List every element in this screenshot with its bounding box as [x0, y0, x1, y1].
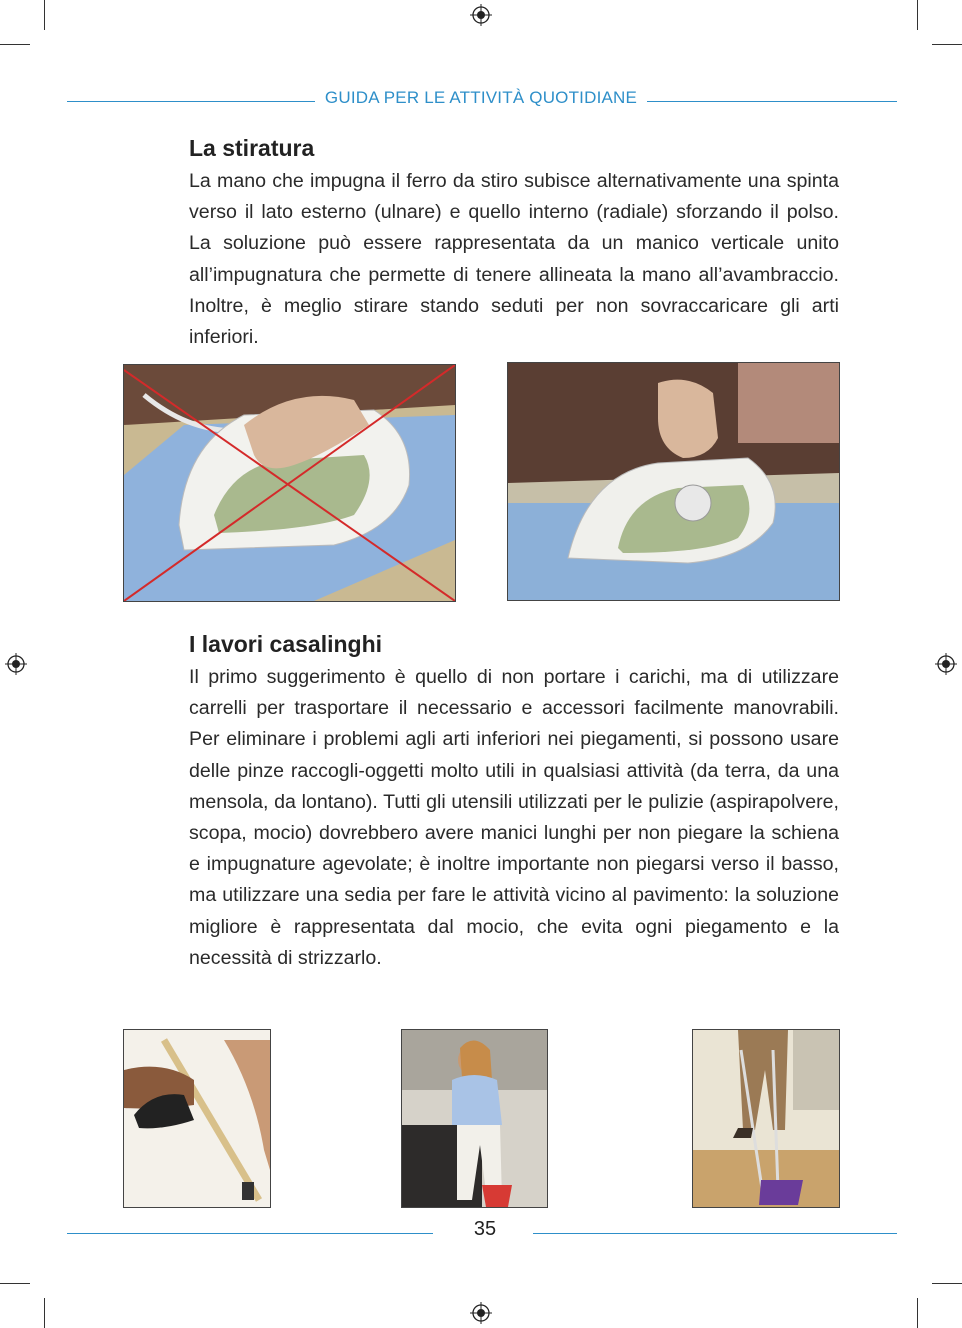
crop-mark: [917, 0, 918, 30]
section-title-ironing: La stiratura: [189, 135, 315, 161]
registration-mark-icon: [470, 4, 492, 26]
crop-mark: [917, 1298, 918, 1328]
photo-mop-bucket: [401, 1029, 548, 1208]
crop-mark: [44, 1298, 45, 1328]
photo-reacher: [123, 1029, 271, 1208]
page-number: 35: [473, 1218, 497, 1240]
registration-mark-icon: [470, 1302, 492, 1324]
section-body-ironing: La mano che impugna il ferro da stiro subisce alternativamente una spinta verso il lato esterno (ulnare) e quello interno (radiale) sforzando il polso. La soluzione può essere rappresentata da un manico verticale unito all’impugnatura che permette di tenere allineata la mano all’avambraccio. Inoltre, è meglio stirare stando seduti per non sovraccaricare gli arti inferiori.: [189, 170, 839, 349]
crop-mark: [932, 1283, 962, 1284]
section-title-housework: I lavori casalinghi: [189, 631, 383, 657]
crop-mark: [0, 44, 30, 45]
running-head: GUIDA PER LE ATTIVITÀ QUOTIDIANE: [0, 88, 962, 108]
registration-mark-icon: [935, 653, 957, 675]
crop-mark: [932, 44, 962, 45]
photo-broom-dustpan: [692, 1029, 840, 1208]
section-body-housework: Il primo suggerimento è quello di non portare i carichi, ma di utilizzare carrelli per trasportare il necessario e accessori facilmente manovrabili. Per eliminare i problemi agli arti inferiori nei piegamenti, si possono usare delle pinze raccogli-oggetti molto utili in qualsiasi attività (da terra, da una mensola, da lontano). Tutti gli utensili utilizzati per le pulizie (aspirapolvere, scopa, mocio) dovrebbero avere manici lunghi per non piegare la schiena e impugnature agevolate; è inoltre importante non piegarsi verso il basso, ma utilizzare una sedia per fare le attività vicino al pavimento: la soluzione migliore è rappresentata dal mocio, che evita ogni piegamento e la necessità di strizzarlo.: [189, 666, 839, 969]
crop-mark: [44, 0, 45, 30]
photo-ironing-wrong: [123, 364, 456, 602]
photo-ironing-correct: [507, 362, 840, 601]
crop-mark: [0, 1283, 30, 1284]
registration-mark-icon: [5, 653, 27, 675]
